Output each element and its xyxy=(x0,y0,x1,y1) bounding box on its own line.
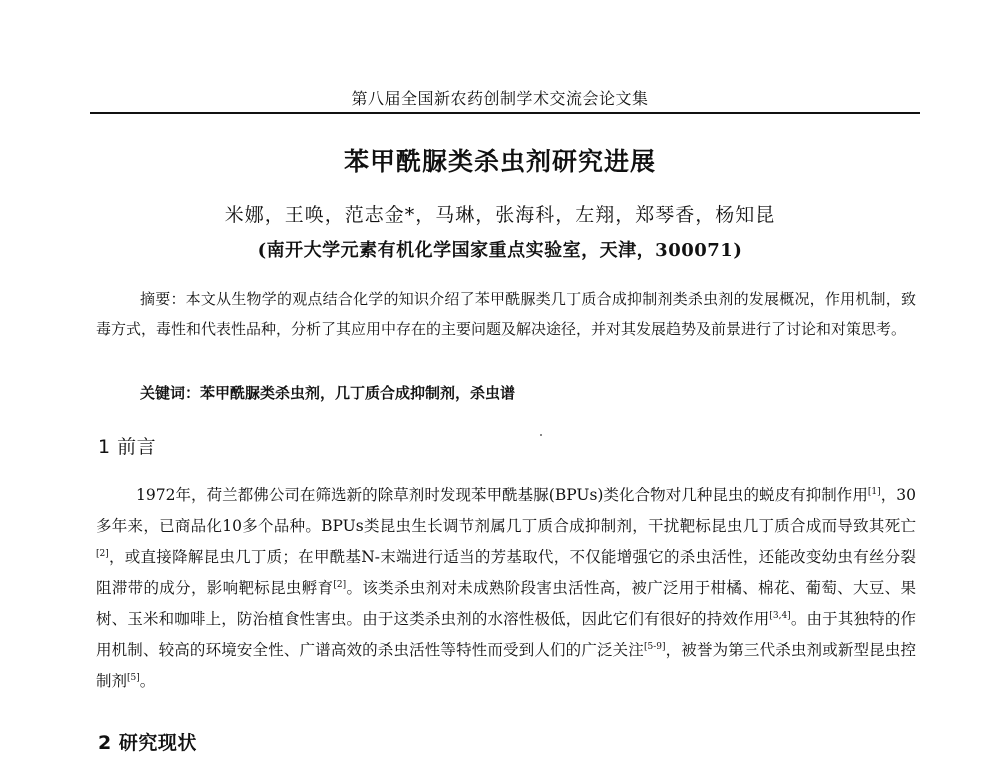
citation-ref: [2] xyxy=(333,579,347,590)
body-text: ，被誉为第三代杀虫剂或新型昆虫控制剂 xyxy=(96,641,916,690)
paper-title: 苯甲酰脲类杀虫剂研究进展 xyxy=(343,147,656,176)
citation-ref: [3,4] xyxy=(769,610,791,621)
body-text: 。由于其独特的作用机制、较高的环境安全性、广谱高效的杀虫活性等特性而受到人们的广泛关注 xyxy=(96,610,916,659)
body-text: 。 xyxy=(139,672,156,690)
abstract: 摘要：本文从生物学的观点结合化学的知识介绍了苯甲酰脲类几丁质合成抑制剂类杀虫剂的发展概况，作用机制，致毒方式，毒性和代表性品种，分析了其应用中存在的主要问题及解决途径，并对其发展趋势及前景进行了讨论和对策思考。 xyxy=(96,290,916,338)
body-text: 。该类杀虫剂对未成熟阶段害虫活性高，被广泛用于柑橘、棉花、葡萄、大豆、果树、玉米和咖啡上，防治植食性害虫。由于这类杀虫剂的水溶性极低，因此它们有很好的持效作用 xyxy=(96,579,916,628)
affiliation: (南开大学元素有机化学国家重点实验室，天津，300071) xyxy=(257,240,743,261)
citation-ref: [5-9] xyxy=(643,641,666,652)
body-text: 1972年，荷兰都佛公司在筛选新的除草剂时发现苯甲酰基脲(BPUs)类化合物对几种昆虫的蜕皮有抑制作用 xyxy=(136,486,868,504)
scan-artifact xyxy=(540,434,542,436)
body-text: ，30多年来，已商品化10多个品种。BPUs类昆虫生长调节剂属几丁质合成抑制剂，干扰靶标昆虫几丁质合成而导致其死亡 xyxy=(96,486,917,535)
introduction-paragraph xyxy=(96,480,916,697)
citation-ref: [2] xyxy=(96,548,109,559)
header-rule xyxy=(90,112,920,114)
author-list: 米娜，王唤，范志金*，马琳，张海科，左翔，郑琴香，杨知昆 xyxy=(224,204,776,226)
citation-ref: [5] xyxy=(127,672,140,683)
body-text: ，或直接降解昆虫几丁质；在甲酰基N-末端进行适当的芳基取代，不仅能增强它的杀虫活性，还能改变幼虫有丝分裂阻滞带的成分，影响靶标昆虫孵育 xyxy=(96,548,916,597)
section-heading-introduction: 1 前言 xyxy=(98,436,157,458)
citation-ref: [1] xyxy=(867,486,881,497)
running-header: 第八届全国新农药创制学术交流会论文集 xyxy=(351,89,649,108)
keywords: 关键词：苯甲酰脲类杀虫剂，几丁质合成抑制剂，杀虫谱 xyxy=(140,384,516,402)
section-heading-research-status: 2 研究现状 xyxy=(98,732,197,754)
